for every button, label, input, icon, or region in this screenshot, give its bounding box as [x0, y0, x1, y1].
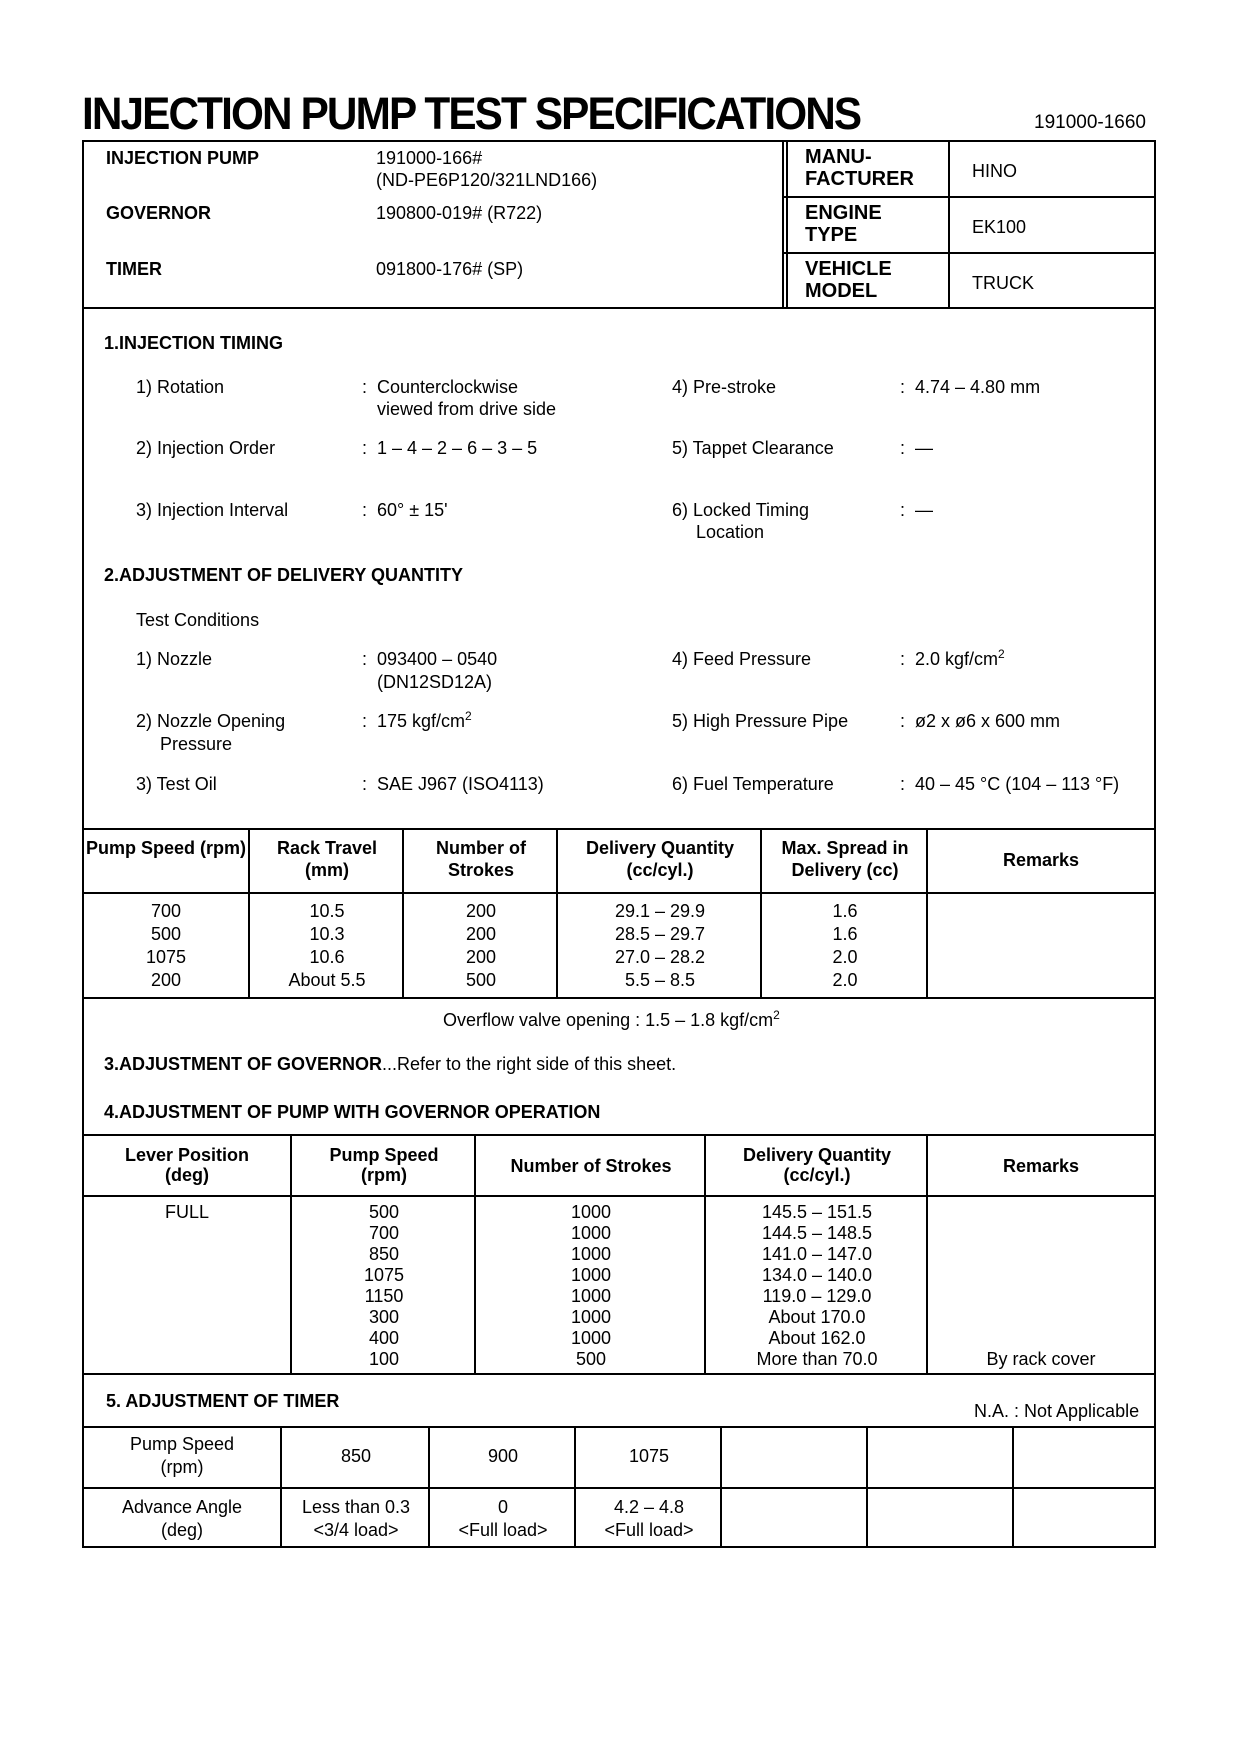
header-bottom-line [82, 307, 1156, 309]
governor-adjustment-heading: 3.ADJUSTMENT OF GOVERNOR...Refer to the right side of this sheet. [104, 1054, 677, 1074]
pump-gov-remark-cell: By rack cover [986, 1349, 1096, 1369]
manufacturer-value: HINO [972, 161, 1017, 181]
pump-gov-table-top-line [82, 1134, 1156, 1136]
pump-gov-quantity-cell: 144.5 – 148.5 [761, 1223, 873, 1243]
pump-gov-strokes-cell: 1000 [570, 1286, 612, 1306]
timer-table-mid-line [82, 1487, 1156, 1489]
delivery-strokes-cell: 200 [465, 947, 497, 967]
delivery-strokes-cell: 200 [465, 901, 497, 921]
pump-gov-header-lever-2: (deg) [165, 1165, 209, 1185]
timer-angle-cell: Less than 0.3 [301, 1497, 411, 1517]
fuel-temperature-value: 40 – 45 °C (104 – 113 °F) [915, 774, 1120, 794]
feed-pressure-value: 2.0 kgf/$cm^2$ [915, 647, 1005, 669]
prestroke-value: 4.74 – 4.80 mm [915, 377, 1041, 397]
tappet-clearance-value: — [915, 438, 933, 458]
delivery-strokes-cell: 200 [465, 924, 497, 944]
timer-advance-angle-label-2: (deg) [160, 1520, 204, 1540]
pump-gov-lever-cell: FULL [164, 1202, 209, 1222]
delivery-header-quantity-1: Delivery Quantity [585, 838, 735, 858]
pump-gov-strokes-cell: 1000 [570, 1265, 612, 1285]
pump-gov-header-quantity-1: Delivery Quantity [742, 1145, 892, 1165]
delivery-header-remarks: Remarks [1002, 850, 1080, 870]
pump-gov-strokes-cell: 1000 [570, 1328, 612, 1348]
rotation-label: 1) Rotation [136, 377, 225, 397]
delivery-rack-travel-cell: 10.6 [309, 947, 345, 967]
nozzle-opening-label-2: Pressure [160, 734, 233, 754]
timer-table-top-line [82, 1426, 1156, 1428]
header-divider-2 [786, 140, 788, 308]
delivery-header-rack-travel-2: (mm) [305, 860, 349, 880]
timer-adjustment-heading: 5. ADJUSTMENT OF TIMER [106, 1391, 340, 1411]
header-divider-3 [948, 140, 950, 308]
pump-gov-table-bottom-line [82, 1373, 1156, 1375]
page-title: INJECTION PUMP TEST SPECIFICATIONS [82, 88, 861, 139]
delivery-spread-cell: 1.6 [832, 924, 858, 944]
test-oil-colon: : [362, 774, 368, 794]
pump-gov-speed-cell: 850 [368, 1244, 400, 1264]
delivery-rack-travel-cell: 10.5 [309, 901, 345, 921]
delivery-spread-cell: 2.0 [832, 947, 858, 967]
overflow-valve-note: Overflow valve opening : 1.5 – 1.8 kgf/$cm^2$ [443, 1008, 780, 1030]
pump-gov-quantity-cell: 134.0 – 140.0 [761, 1265, 873, 1285]
injection-order-value: 1 – 4 – 2 – 6 – 3 – 5 [377, 438, 538, 458]
timer-value: 091800-176# (SP) [376, 259, 524, 279]
timer-angle-load-cell: <Full load> [458, 1520, 548, 1540]
injection-pump-value-1: 191000-166# [376, 148, 483, 168]
timer-speed-cell: 900 [487, 1446, 519, 1466]
pump-gov-speed-cell: 1150 [364, 1286, 404, 1306]
delivery-header-quantity-2: (cc/cyl.) [626, 860, 694, 880]
injection-interval-colon: : [362, 500, 368, 520]
pump-gov-table-header-line [82, 1195, 1156, 1197]
injection-pump-value-2: (ND-PE6P120/321LND166) [376, 170, 598, 190]
pump-gov-strokes-cell: 1000 [570, 1307, 612, 1327]
document-number: 191000-1660 [1034, 112, 1146, 133]
manufacturer-label-2: FACTURER [805, 168, 914, 190]
nozzle-opening-label-1: 2) Nozzle Opening [136, 711, 286, 731]
locked-timing-label-1: 6) Locked Timing [672, 500, 810, 520]
delivery-table-bottom-line [82, 997, 1156, 999]
prestroke-label: 4) Pre-stroke [672, 377, 777, 397]
pump-gov-header-speed-2: (rpm) [361, 1165, 407, 1185]
injection-timing-heading: 1.INJECTION TIMING [104, 333, 284, 353]
pump-gov-quantity-cell: More than 70.0 [756, 1349, 878, 1369]
nozzle-opening-colon: : [362, 711, 368, 731]
delivery-quantity-heading: 2.ADJUSTMENT OF DELIVERY QUANTITY [104, 565, 464, 585]
engine-label-1: ENGINE [805, 202, 882, 224]
frame-bottom-line [82, 1546, 1156, 1548]
feed-pressure-label: 4) Feed Pressure [672, 649, 812, 669]
timer-label: TIMER [106, 259, 162, 279]
pump-gov-strokes-cell: 1000 [570, 1202, 612, 1222]
delivery-pump-speed-cell: 200 [150, 970, 182, 990]
timer-speed-cell: 1075 [628, 1446, 670, 1466]
pump-gov-header-speed-1: Pump Speed [329, 1145, 439, 1165]
pump-gov-quantity-cell: About 162.0 [768, 1328, 866, 1348]
high-pressure-pipe-colon: : [900, 711, 906, 731]
delivery-spread-cell: 2.0 [832, 970, 858, 990]
pump-gov-strokes-cell: 500 [575, 1349, 607, 1369]
timer-advance-angle-label-1: Advance Angle [121, 1497, 243, 1517]
timer-pump-speed-label-2: (rpm) [160, 1457, 204, 1477]
pump-gov-strokes-cell: 1000 [570, 1223, 612, 1243]
vehicle-label-1: VEHICLE [805, 258, 892, 280]
timer-angle-load-cell: <3/4 load> [313, 1520, 399, 1540]
fuel-temperature-label: 6) Fuel Temperature [672, 774, 834, 794]
governor-label: GOVERNOR [106, 203, 212, 223]
pump-gov-header-quantity-2: (cc/cyl.) [783, 1165, 851, 1185]
nozzle-value-1: 093400 – 0540 [377, 649, 498, 669]
nozzle-label: 1) Nozzle [136, 649, 213, 669]
test-oil-value: SAE J967 (ISO4113) [377, 774, 544, 794]
pump-gov-header-remarks: Remarks [1002, 1156, 1080, 1176]
pump-gov-header-strokes: Number of Strokes [510, 1156, 672, 1176]
delivery-header-strokes-1: Number of [436, 838, 526, 858]
delivery-pump-speed-cell: 700 [150, 901, 182, 921]
injection-interval-value: 60° ± 15' [377, 500, 448, 520]
vehicle-value: TRUCK [972, 273, 1034, 293]
nozzle-opening-value: 175 kgf/$cm^2$ [377, 709, 472, 731]
vehicle-label-2: MODEL [805, 280, 878, 302]
pump-gov-speed-cell: 700 [368, 1223, 400, 1243]
pump-gov-quantity-cell: About 170.0 [768, 1307, 866, 1327]
engine-label-2: TYPE [805, 224, 858, 246]
delivery-pump-speed-cell: 1075 [145, 947, 187, 967]
timer-speed-cell: 850 [340, 1446, 372, 1466]
header-divider-1 [782, 140, 784, 308]
pump-gov-speed-cell: 400 [368, 1328, 400, 1348]
delivery-header-spread-2: Delivery (cc) [791, 860, 899, 880]
pump-gov-speed-cell: 1075 [363, 1265, 405, 1285]
pump-governor-heading: 4.ADJUSTMENT OF PUMP WITH GOVERNOR OPERATION [104, 1102, 601, 1122]
rotation-colon: : [362, 377, 368, 397]
injection-pump-label: INJECTION PUMP [106, 148, 260, 168]
timer-angle-load-cell: <Full load> [604, 1520, 694, 1540]
prestroke-colon: : [900, 377, 906, 397]
test-oil-label: 3) Test Oil [136, 774, 217, 794]
injection-order-label: 2) Injection Order [136, 438, 276, 458]
delivery-spread-cell: 1.6 [832, 901, 858, 921]
high-pressure-pipe-label: 5) High Pressure Pipe [672, 711, 849, 731]
header-row-line-2 [782, 252, 1156, 254]
pump-gov-strokes-cell: 1000 [570, 1244, 612, 1264]
delivery-strokes-cell: 500 [465, 970, 497, 990]
rotation-value-1: Counterclockwise [377, 377, 519, 397]
timer-col-divider-6 [1012, 1426, 1014, 1547]
pump-gov-speed-cell: 300 [368, 1307, 400, 1327]
timer-pump-speed-label-1: Pump Speed [129, 1434, 235, 1454]
timer-angle-cell: 0 [497, 1497, 508, 1517]
pump-gov-quantity-cell: 119.0 – 129.0 [762, 1286, 872, 1306]
pump-gov-quantity-cell: 145.5 – 151.5 [761, 1202, 873, 1222]
delivery-header-rack-travel-1: Rack Travel [276, 838, 378, 858]
delivery-quantity-cell: 28.5 – 29.7 [614, 924, 706, 944]
tappet-clearance-label: 5) Tappet Clearance [672, 438, 834, 458]
tappet-clearance-colon: : [900, 438, 906, 458]
injection-order-colon: : [362, 438, 368, 458]
locked-timing-value: — [915, 500, 933, 520]
engine-value: EK100 [972, 217, 1027, 237]
delivery-quantity-cell: 27.0 – 28.2 [614, 947, 706, 967]
timer-angle-cell: 4.2 – 4.8 [613, 1497, 685, 1517]
frame-right-line [1154, 140, 1156, 1548]
locked-timing-colon: : [900, 500, 906, 520]
governor-value: 190800-019# (R722) [376, 203, 543, 223]
delivery-header-spread-1: Max. Spread in [781, 838, 909, 858]
timer-col-divider-5 [866, 1426, 868, 1547]
pump-gov-speed-cell: 100 [368, 1349, 400, 1369]
rotation-value-2: viewed from drive side [377, 399, 557, 419]
delivery-table-top-line [82, 828, 1156, 830]
feed-pressure-colon: : [900, 649, 906, 669]
test-conditions-label: Test Conditions [136, 610, 260, 630]
high-pressure-pipe-value: ø2 x ø6 x 600 mm [915, 711, 1061, 731]
delivery-quantity-cell: 29.1 – 29.9 [614, 901, 706, 921]
manufacturer-label-1: MANU- [805, 146, 872, 168]
injection-interval-label: 3) Injection Interval [136, 500, 289, 520]
delivery-rack-travel-cell: 10.3 [309, 924, 345, 944]
header-row-line-1 [782, 196, 1156, 198]
pump-gov-header-lever-1: Lever Position [124, 1145, 250, 1165]
delivery-pump-speed-cell: 500 [150, 924, 182, 944]
frame-top-line [82, 140, 1156, 142]
pump-gov-speed-cell: 500 [368, 1202, 400, 1222]
nozzle-colon: : [362, 649, 368, 669]
delivery-header-pump-speed: Pump Speed (rpm) [85, 838, 246, 858]
nozzle-value-2: (DN12SD12A) [377, 672, 493, 692]
delivery-header-strokes-2: Strokes [447, 860, 515, 880]
not-applicable-note: N.A. : Not Applicable [974, 1401, 1140, 1421]
delivery-rack-travel-cell: About 5.5 [288, 970, 366, 990]
delivery-table-header-line [82, 892, 1156, 894]
delivery-quantity-cell: 5.5 – 8.5 [624, 970, 696, 990]
fuel-temperature-colon: : [900, 774, 906, 794]
locked-timing-label-2: Location [696, 522, 765, 542]
pump-gov-quantity-cell: 141.0 – 147.0 [761, 1244, 873, 1264]
